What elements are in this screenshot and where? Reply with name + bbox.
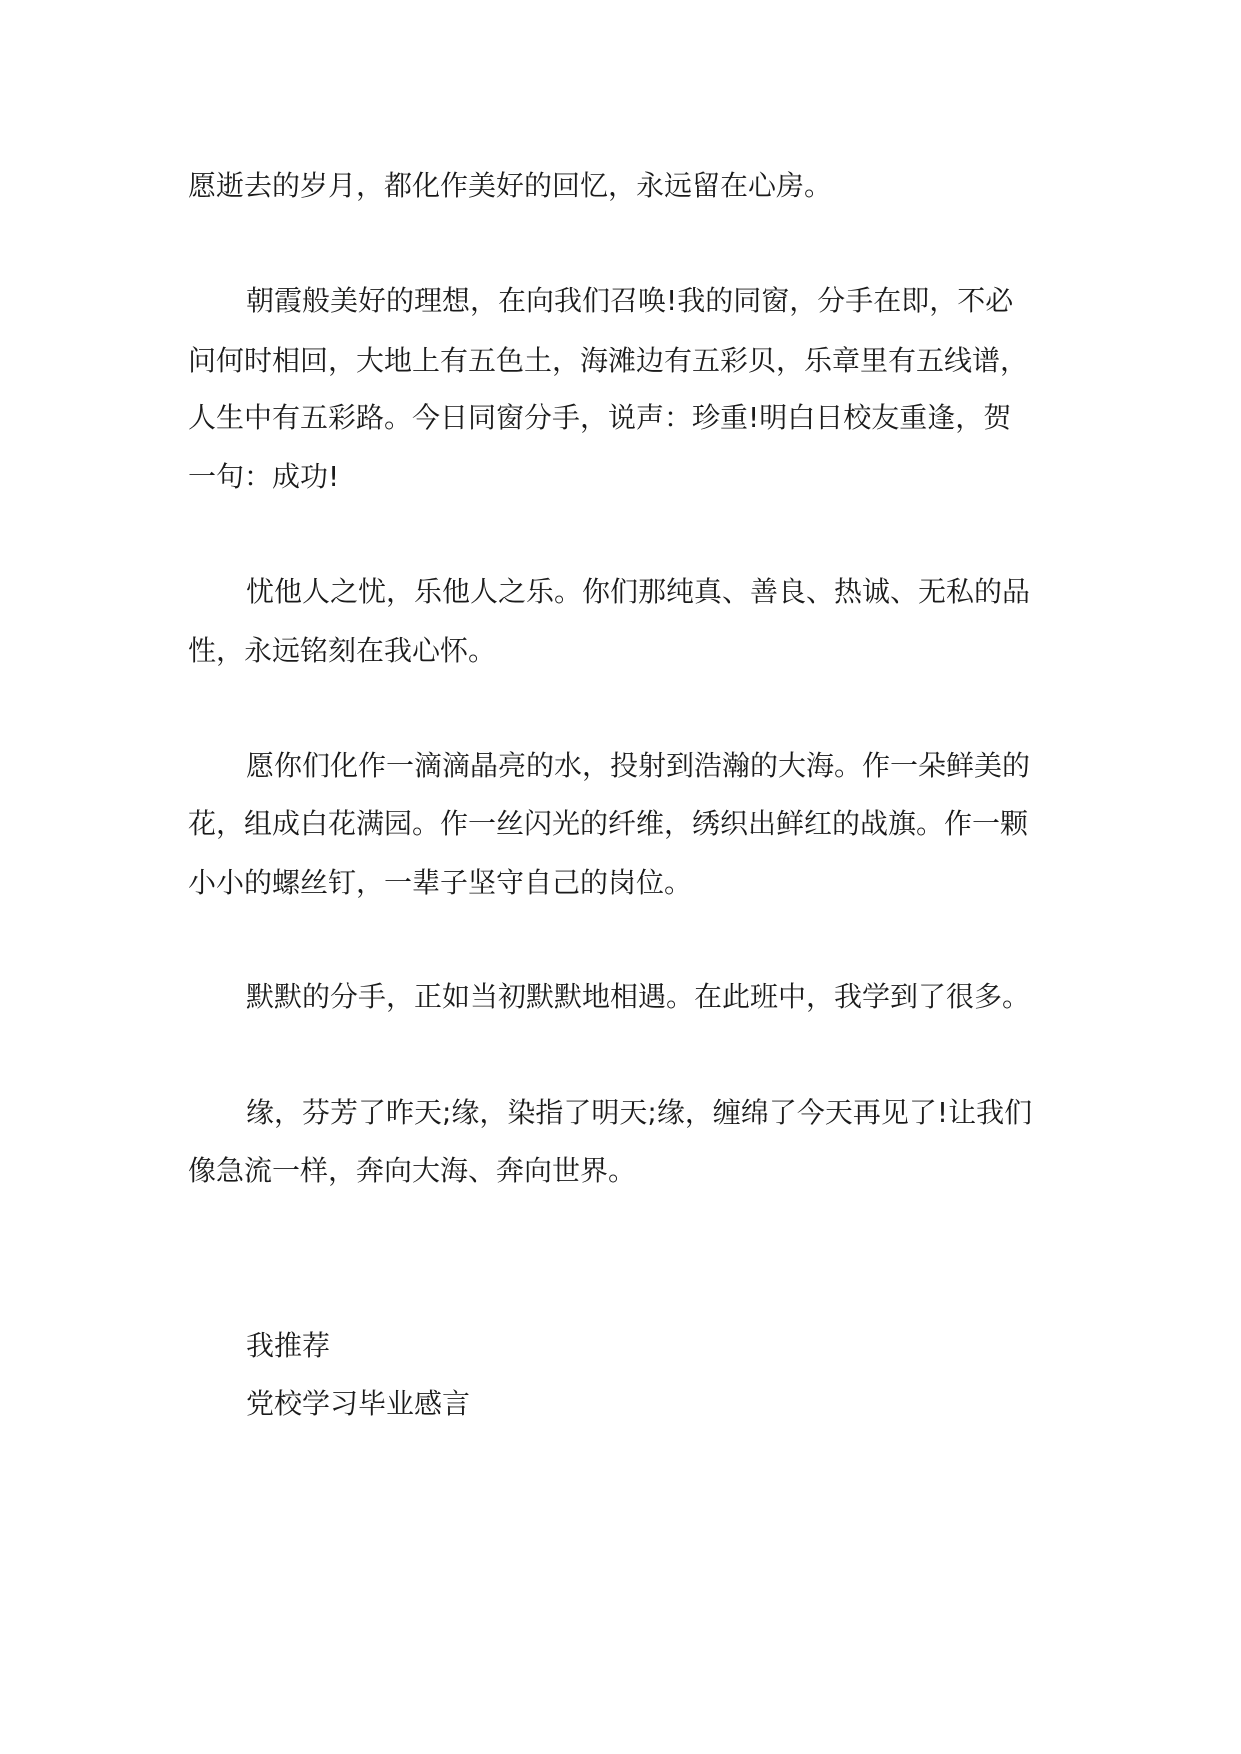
paragraph-line: 小小的螺丝钉，一辈子坚守自己的岗位。 [188, 866, 693, 899]
paragraph-line: 一句：成功! [188, 460, 340, 493]
recommend-link[interactable]: 党校学习毕业感言 [246, 1387, 471, 1420]
paragraph-line: 愿逝去的岁月，都化作美好的回忆，永远留在心房。 [188, 169, 833, 202]
paragraph-line: 缘，芬芳了昨天;缘，染指了明天;缘，缠绵了今天再见了!让我们 [246, 1096, 1033, 1129]
recommend-heading: 我推荐 [246, 1329, 331, 1362]
paragraph-line: 忧他人之忧，乐他人之乐。你们那纯真、善良、热诚、无私的品 [246, 575, 1031, 608]
paragraph-line: 人生中有五彩路。今日同窗分手，说声：珍重!明白日校友重逢，贺 [188, 401, 1012, 434]
paragraph-line: 像急流一样，奔向大海、奔向世界。 [188, 1154, 637, 1187]
paragraph-line: 朝霞般美好的理想，在向我们召唤!我的同窗，分手在即，不必 [246, 284, 1014, 317]
paragraph-line: 默默的分手，正如当初默默地相遇。在此班中，我学到了很多。 [246, 980, 1031, 1013]
paragraph-line: 愿你们化作一滴滴晶亮的水，投射到浩瀚的大海。作一朵鲜美的 [246, 749, 1031, 782]
paragraph-line: 性，永远铭刻在我心怀。 [188, 634, 497, 667]
paragraph-line: 花，组成白花满园。作一丝闪光的纤维，绣织出鲜红的战旗。作一颗 [188, 807, 1029, 840]
paragraph-line: 问何时相回，大地上有五色土，海滩边有五彩贝，乐章里有五线谱， [188, 344, 1029, 377]
